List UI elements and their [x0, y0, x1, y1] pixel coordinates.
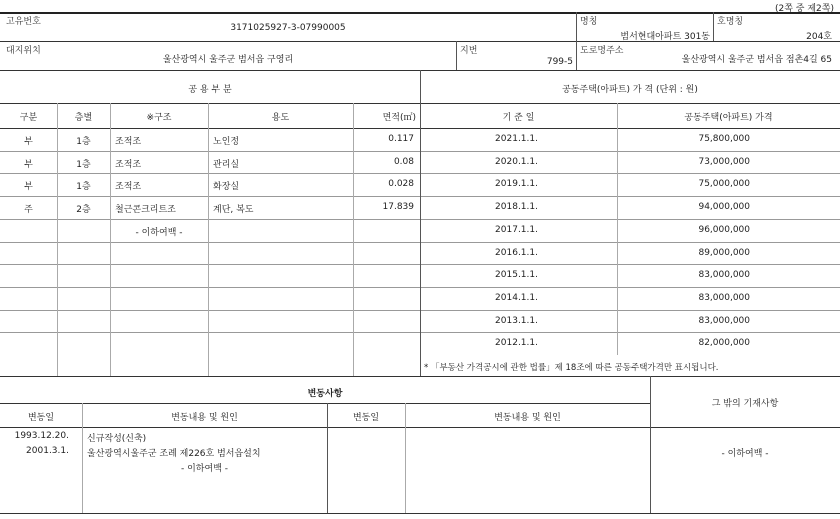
price-cell-date: 2018.1.1.	[495, 202, 538, 213]
col-area: 면적(㎡)	[382, 113, 416, 123]
common-cell-use: 관리실	[213, 159, 240, 170]
name-value: 범서현대아파트 301동	[620, 32, 710, 42]
price-cell-date: 2021.1.1.	[495, 134, 538, 144]
price-cell-date: 2013.1.1.	[495, 315, 538, 326]
header-vline-3	[456, 41, 457, 70]
col-structure: ※구조	[146, 113, 172, 123]
changes-title: 변동사항	[307, 389, 343, 399]
lot-label: 지번	[460, 46, 478, 56]
common-cell-floor: 1층	[76, 182, 91, 193]
col-price: 공동주택(아파트) 가격	[684, 113, 773, 123]
price-cell-value: 75,800,000	[698, 134, 750, 144]
changes-title-divider	[0, 403, 650, 404]
common-cell-floor: 2층	[76, 205, 91, 216]
change-date: 1993.12.20.	[14, 431, 69, 441]
common-cell-use: 화장실	[213, 182, 240, 193]
site-label: 대지위치	[6, 46, 41, 56]
common-cell-kind: 주	[24, 205, 33, 216]
vline-use	[208, 103, 209, 376]
price-cell-value: 96,000,000	[698, 224, 750, 235]
other-section-title: 그 밖의 기재사항	[711, 399, 779, 409]
common-section-title: 공 용 부 분	[188, 85, 232, 95]
price-cell-date: 2020.1.1.	[495, 156, 538, 167]
common-cell-area: 0.028	[388, 179, 414, 190]
price-cell-date: 2015.1.1.	[495, 270, 538, 281]
price-cell-date: 2014.1.1.	[495, 292, 538, 303]
col-kind: 구분	[19, 113, 38, 123]
vline-structure	[110, 103, 111, 376]
common-cell-kind: 부	[24, 159, 33, 170]
price-cell-date: 2012.1.1.	[495, 338, 538, 349]
col-floor: 층별	[74, 113, 93, 123]
changes-col-content2: 변동내용 및 원인	[494, 413, 561, 423]
vline-area	[353, 103, 354, 376]
header-vline-2	[713, 12, 714, 41]
col-use: 용도	[271, 113, 290, 123]
common-cell-structure: 철근콘크리트조	[115, 205, 176, 216]
price-cell-date: 2017.1.1.	[495, 224, 538, 235]
change-content: 신규작성(신축)	[87, 434, 147, 444]
price-cell-value: 75,000,000	[698, 179, 750, 190]
main-bottom-border	[0, 376, 840, 377]
change-content: 울산광역시울주군 조례 제226호 범서읍설치	[87, 449, 261, 459]
id-label: 고유번호	[6, 17, 41, 27]
name-label: 명칭	[580, 17, 598, 27]
price-footnote: * 「부동산 가격공시에 관한 법률」제 18조에 따른 공동주택가격만 표시됩니다.	[424, 363, 719, 373]
common-blank-note: - 이하여백 -	[135, 228, 183, 238]
unit-label: 호명칭	[717, 17, 744, 27]
price-cell-value: 83,000,000	[698, 315, 750, 326]
road-value: 울산광역시 울주군 범서읍 점촌4길 65	[681, 55, 832, 65]
common-cell-use: 계단, 복도	[213, 205, 254, 216]
change-date: 2001.3.1.	[26, 446, 69, 456]
price-cell-value: 82,000,000	[698, 338, 750, 349]
common-cell-floor: 1층	[76, 159, 91, 170]
common-cell-area: 17.839	[382, 202, 414, 213]
common-cell-area: 0.117	[388, 134, 414, 144]
common-cell-structure: 조적조	[115, 182, 142, 193]
price-cell-value: 73,000,000	[698, 156, 750, 167]
price-section-title: 공동주택(아파트) 가 격 (단위 : 원)	[562, 85, 698, 95]
changes-col-content: 변동내용 및 원인	[171, 413, 238, 423]
page-indicator: (2쪽 중 제2쪽)	[775, 4, 834, 14]
lot-value: 799-5	[546, 57, 573, 67]
other-blank-note: - 이하여백 -	[721, 449, 769, 459]
changes-col-date2: 변동일	[352, 413, 380, 423]
common-cell-floor: 1층	[76, 137, 91, 147]
common-cell-use: 노인정	[213, 137, 240, 147]
common-cell-structure: 조적조	[115, 137, 142, 147]
price-cell-value: 94,000,000	[698, 202, 750, 213]
col-date: 기 준 일	[502, 113, 535, 123]
changes-bottom-border	[0, 513, 840, 514]
header-row-divider	[0, 41, 840, 42]
site-value: 울산광역시 울주군 범서읍 구영리	[162, 55, 294, 65]
header-vline-1	[576, 12, 577, 70]
vline-price	[617, 103, 618, 355]
price-cell-date: 2019.1.1.	[495, 179, 538, 190]
changes-blank-note: - 이하여백 -	[181, 464, 228, 474]
common-cell-kind: 부	[24, 182, 33, 193]
price-cell-value: 83,000,000	[698, 270, 750, 281]
header-top-border	[0, 12, 840, 14]
road-label: 도로명주소	[580, 46, 624, 56]
common-cell-structure: 조적조	[115, 159, 142, 170]
unit-value: 204호	[806, 32, 832, 42]
changes-col-date: 변동일	[27, 413, 55, 423]
id-value: 3171025927-3-07990005	[230, 23, 346, 33]
common-cell-area: 0.08	[393, 156, 414, 167]
common-cell-kind: 부	[24, 137, 33, 147]
changes-head-divider	[0, 427, 840, 428]
price-cell-date: 2016.1.1.	[495, 247, 538, 258]
price-cell-value: 83,000,000	[698, 292, 750, 303]
price-cell-value: 89,000,000	[698, 247, 750, 258]
